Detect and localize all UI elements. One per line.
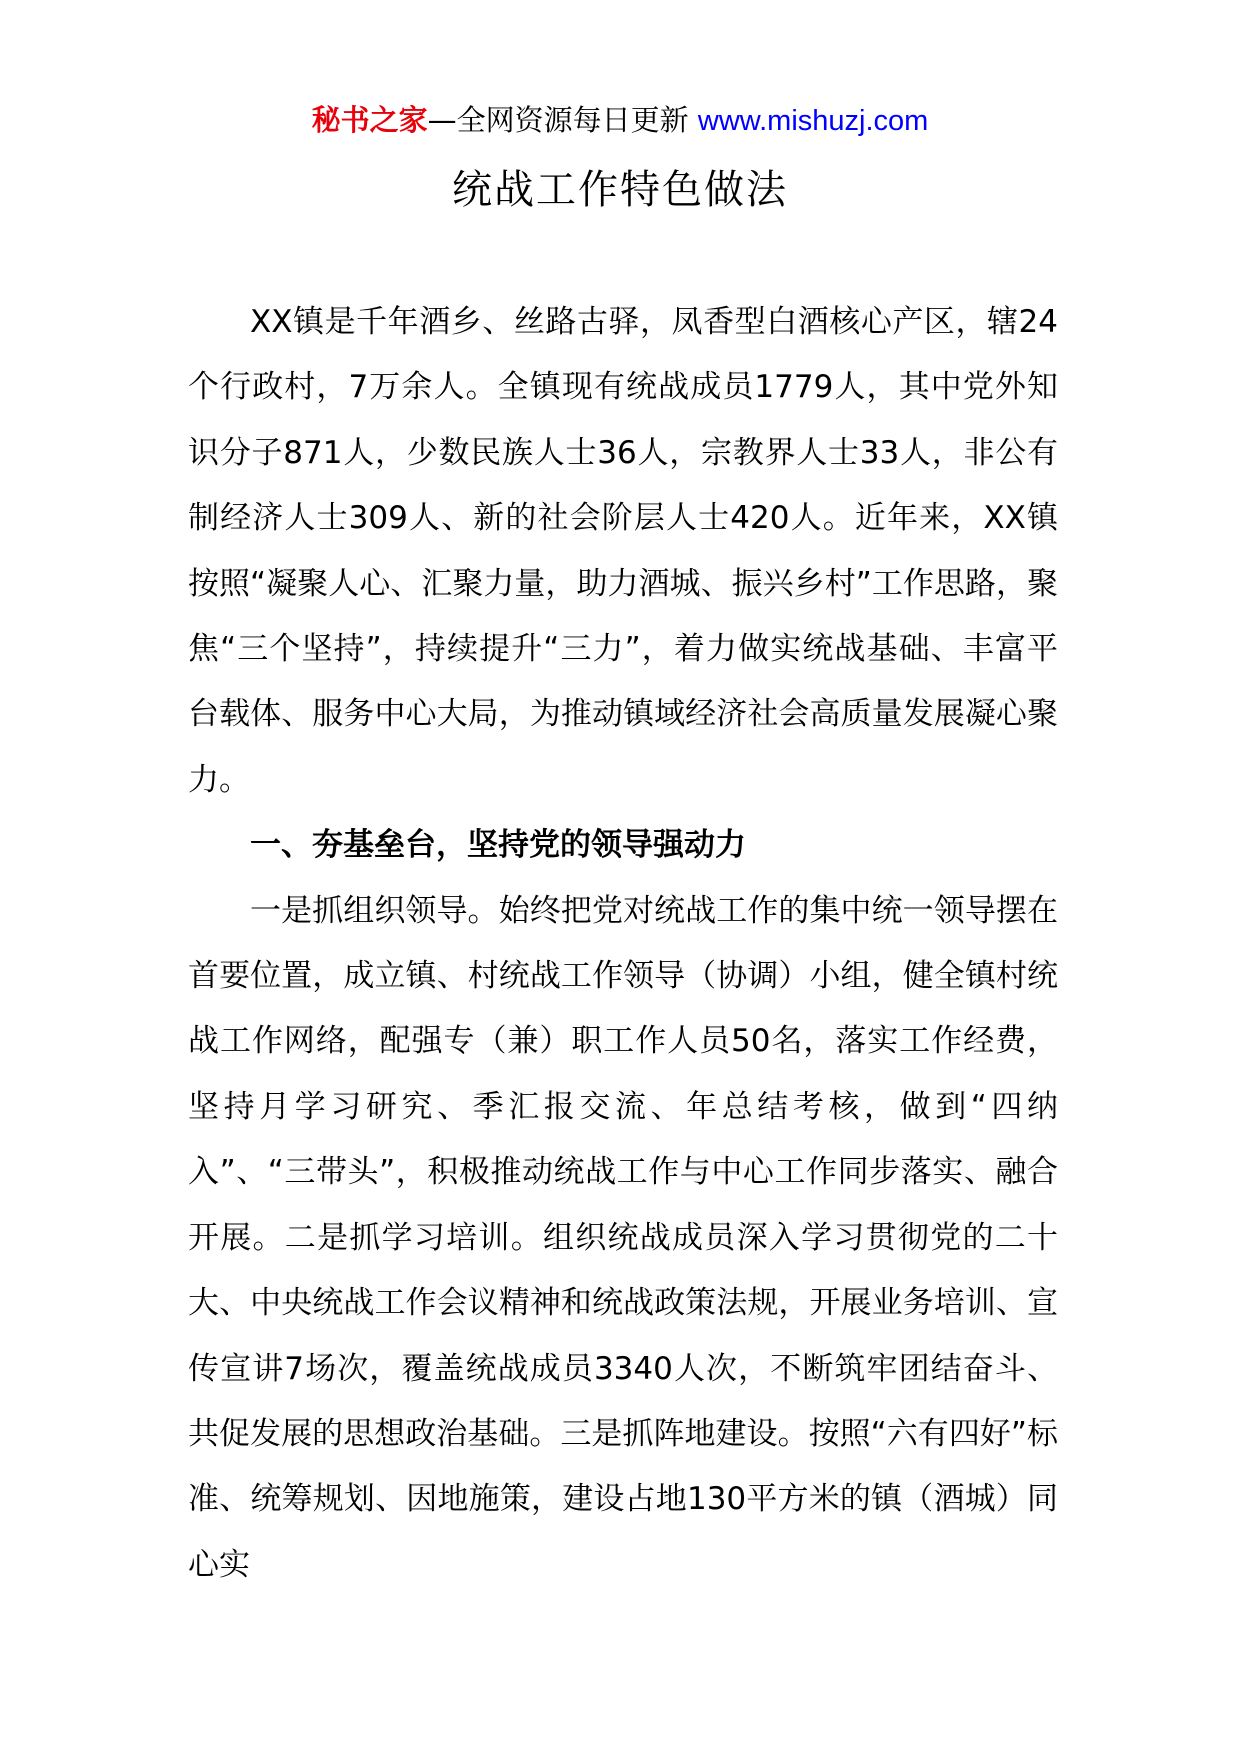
document-body [188,290,1058,1598]
header-tagline: —全网资源每日更新 [427,103,698,137]
site-header [0,100,1240,141]
section-paragraph: 一是抓组织领导。始终把党对统战工作的集中统一领导摆在首要位置，成立镇、村统战工作领导（协调）小组，健全镇村统战工作网络，配强专（兼）职工作人员50名，落实工作经费，坚持月学习研究、季汇报交流、年总结考核，做到“四纳入”、“三带头”，积极推动统战工作与中心工作同步落实、融合开展。二是抓学习培训。组织统战成员深入学习贯彻党的二十大、中央统战工作会议精神和统战政策法规，开展业务培训、宣传宣讲7场次，覆盖统战成员3340人次，不断筑牢团结奋斗、共促发展的思想政治基础。三是抓阵地建设。按照“六有四好”标准、统筹规划、因地施策，建设占地130平方米的镇（酒城）同心实 [188,892,1058,1583]
site-url-link[interactable]: www.mishuzj.com [697,105,929,137]
section-heading: 一、夯基垒台，坚持党的领导强动力 [250,827,746,864]
document-title: 统战工作特色做法 [452,167,788,213]
intro-paragraph: XX镇是千年酒乡、丝路古驿，凤香型白酒核心产区，辖24个行政村，7万余人。全镇现有统战成员1779人，其中党外知识分子871人，少数民族人士36人，宗教界人士33人，非公有制经济人士309人、新的社会阶层人士420人。近年来，XX镇按照“凝聚人心、汇聚力量，助力酒城、振兴乡村”工作思路，聚焦“三个坚持”，持续提升“三力”，着力做实统战基础、丰富平台载体、服务中心大局，为推动镇域经济社会高质量发展凝心聚力。 [188,304,1058,798]
brand-name: 秘书之家 [311,103,428,137]
